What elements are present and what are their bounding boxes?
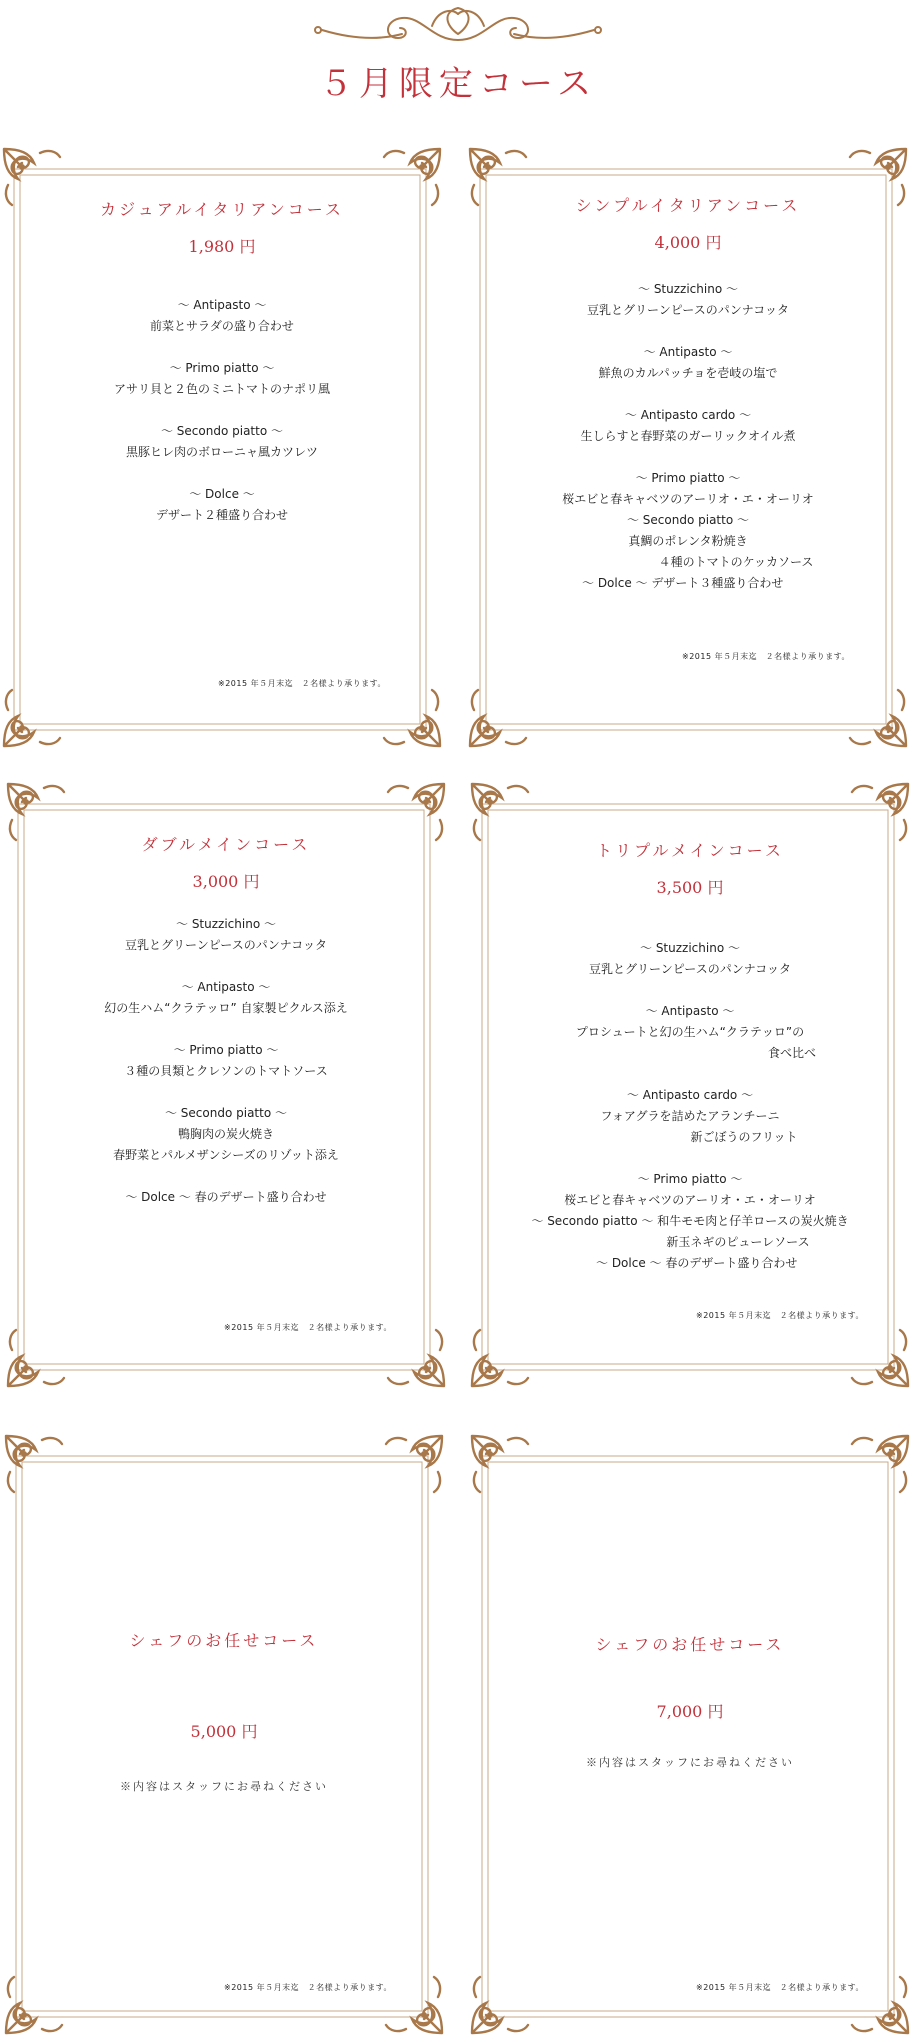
course-menu (0, 295, 444, 526)
course-card-double (4, 780, 448, 1390)
menu-dish: 豆乳とグリーンピースのパンナコッタ (125, 938, 327, 952)
menu-dish: ～ Secondo piatto ～ 和牛モモ肉と仔羊ロースの炭火焼き (531, 1214, 849, 1228)
menu-section-heading: ～ Secondo piatto ～ (626, 513, 749, 527)
menu-dish: ４種のトマトのケッカソース (562, 555, 814, 569)
menu-dish: アサリ貝と２色のミニトマトのナポリ風 (113, 382, 330, 396)
course-price: 1,980 円 (188, 237, 256, 256)
menu-section-heading: ～ Antipasto ～ (645, 1004, 735, 1018)
menu-dish: 桜エビと春キャベツのアーリオ・エ・オーリオ (562, 492, 814, 506)
menu-dish: 幻の生ハム“クラテッロ” 自家製ピクルス添え (104, 1001, 348, 1015)
menu-dish: 豆乳とグリーンピースのパンナコッタ (589, 962, 791, 976)
menu-dish: 鴨胸肉の炭火焼き (177, 1127, 274, 1141)
course-card-triple (468, 780, 912, 1390)
menu-dish: 新ごぼうのフリット (582, 1130, 798, 1144)
course-name: カジュアルイタリアンコース (100, 200, 344, 219)
header-flourish-icon (312, 4, 604, 50)
course-price: 3,500 円 (656, 878, 724, 897)
course-menu (468, 938, 912, 1274)
course-name: ダブルメインコース (141, 835, 311, 854)
menu-dolce: ～ Dolce ～ 春のデザート盛り合わせ (125, 1190, 327, 1204)
menu-section-heading: ～ Antipasto ～ (181, 980, 271, 994)
course-name: シンプルイタリアンコース (575, 196, 801, 215)
menu-dolce: ～ Dolce ～ デザート３種盛り合わせ (582, 576, 784, 590)
menu-section-heading: ～ Secondo piatto ～ (164, 1106, 287, 1120)
course-menu (4, 914, 448, 1208)
menu-section-heading: ～ Stuzzichino ～ (176, 917, 276, 931)
page-header (0, 0, 916, 110)
course-sub-note: ※内容はスタッフにお尋ねください (586, 1756, 794, 1769)
course-menu (466, 279, 910, 594)
menu-dolce: ～ Dolce ～ 春のデザート盛り合わせ (596, 1256, 798, 1270)
menu-dish: プロシュートと幻の生ハム“クラテッロ”の (575, 1025, 805, 1039)
menu-section-heading: ～ Antipasto ～ (643, 345, 733, 359)
course-note: ※2015 年５月末迄 ２名様より承ります。 (682, 652, 850, 661)
course-note: ※2015 年５月末迄 ２名様より承ります。 (224, 1983, 392, 1992)
menu-dish: 黒豚ヒレ肉のボローニャ風カツレツ (125, 445, 318, 459)
course-note: ※2015 年５月末迄 ２名様より承ります。 (696, 1311, 864, 1320)
menu-dish: デザート２種盛り合わせ (155, 508, 288, 522)
menu-dish: フォアグラを詰めたアランチーニ (600, 1109, 780, 1123)
course-price: 3,000 円 (192, 872, 260, 891)
course-note: ※2015 年５月末迄 ２名様より承ります。 (218, 679, 386, 688)
menu-dish: ３種の貝類とクレソンのトマトソース (124, 1064, 328, 1078)
course-card-simple (466, 145, 910, 750)
menu-section-heading: ～ Primo piatto ～ (635, 471, 741, 485)
course-note: ※2015 年５月末迄 ２名様より承ります。 (224, 1323, 392, 1332)
page-title: ５月限定コース (318, 64, 598, 104)
course-card-chef-7000 (468, 1432, 912, 2037)
menu-section-heading: ～ Primo piatto ～ (169, 361, 275, 375)
menu-section-heading: ～ Primo piatto ～ (637, 1172, 743, 1186)
menu-dish: 食べ比べ (563, 1046, 816, 1060)
course-card-casual (0, 145, 444, 750)
course-sub-note: ※内容はスタッフにお尋ねください (120, 1780, 328, 1793)
course-price: 7,000 円 (656, 1702, 724, 1721)
menu-section-heading: ～ Dolce ～ (189, 487, 255, 501)
menu-section-heading: ～ Antipasto ～ (177, 298, 267, 312)
menu-dish: 鮮魚のカルパッチョを壱岐の塩で (598, 366, 778, 380)
course-name: シェフのお任せコース (595, 1635, 785, 1654)
menu-dish: 前菜とサラダの盛り合わせ (150, 319, 294, 333)
menu-section-heading: ～ Primo piatto ～ (173, 1043, 279, 1057)
course-card-chef-5000 (2, 1432, 446, 2037)
menu-section-heading: ～ Antipasto cardo ～ (626, 1088, 754, 1102)
course-name: トリプルメインコース (596, 841, 784, 860)
menu-dish: 豆乳とグリーンピースのパンナコッタ (587, 303, 789, 317)
menu-section-heading: ～ Antipasto cardo ～ (624, 408, 752, 422)
course-name: シェフのお任せコース (129, 1631, 319, 1650)
menu-section-heading: ～ Stuzzichino ～ (638, 282, 738, 296)
course-price: 4,000 円 (654, 233, 722, 252)
menu-section-heading: ～ Stuzzichino ～ (640, 941, 740, 955)
menu-dish: 生しらすと春野菜のガーリックオイル煮 (580, 429, 796, 443)
course-price: 5,000 円 (190, 1722, 258, 1741)
menu-dish: 新玉ネギのピューレソース (570, 1235, 810, 1249)
course-note: ※2015 年５月末迄 ２名様より承ります。 (696, 1983, 864, 1992)
menu-section-heading: ～ Secondo piatto ～ (160, 424, 283, 438)
menu-dish: 桜エビと春キャベツのアーリオ・エ・オーリオ (564, 1193, 816, 1207)
menu-dish: 真鯛のポレンタ粉焼き (628, 534, 748, 548)
menu-dish: 春野菜とパルメザンシーズのリゾット添え (113, 1148, 339, 1162)
